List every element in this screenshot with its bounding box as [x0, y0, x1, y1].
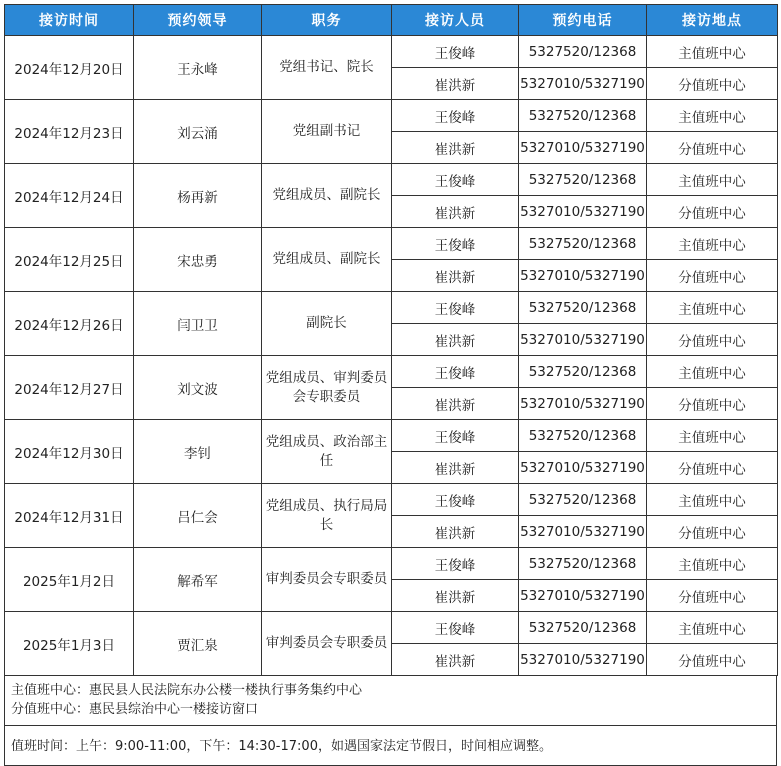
staff-name: 崔洪新: [392, 516, 519, 548]
staff-name: 王俊峰: [392, 612, 519, 644]
leader-duty: 党组成员、审判委员会专职委员: [262, 356, 392, 420]
staff-name: 王俊峰: [392, 356, 519, 388]
branch-center-note: 分值班中心：惠民县综治中心一楼接访窗口: [11, 702, 259, 717]
appointment-phone: 5327520/12368: [519, 292, 647, 324]
appointment-phone: 5327520/12368: [519, 100, 647, 132]
staff-name: 崔洪新: [392, 452, 519, 484]
reception-date: 2025年1月3日: [5, 612, 134, 676]
staff-name: 王俊峰: [392, 164, 519, 196]
reception-place: 主值班中心: [647, 612, 778, 644]
reception-place: 分值班中心: [647, 580, 778, 612]
staff-name: 王俊峰: [392, 228, 519, 260]
header-leader: 预约领导: [134, 5, 262, 36]
leader-name: 贾汇泉: [134, 612, 262, 676]
reception-place: 分值班中心: [647, 644, 778, 676]
header-staff: 接访人员: [392, 5, 519, 36]
leader-name: 王永峰: [134, 36, 262, 100]
reception-place: 分值班中心: [647, 196, 778, 228]
leader-name: 李钊: [134, 420, 262, 484]
appointment-phone: 5327010/5327190: [519, 324, 647, 356]
header-phone: 预约电话: [519, 5, 647, 36]
table-row: [5, 36, 778, 68]
leader-duty: 党组副书记: [262, 100, 392, 164]
table-row: [5, 292, 778, 324]
leader-duty: 党组成员、副院长: [262, 228, 392, 292]
reception-date: 2025年1月2日: [5, 548, 134, 612]
reception-place: 主值班中心: [647, 100, 778, 132]
reception-date: 2024年12月27日: [5, 356, 134, 420]
staff-name: 崔洪新: [392, 260, 519, 292]
reception-date: 2024年12月31日: [5, 484, 134, 548]
reception-date: 2024年12月26日: [5, 292, 134, 356]
leader-duty: 党组成员、执行局局长: [262, 484, 392, 548]
reception-place: 主值班中心: [647, 484, 778, 516]
location-notes: [5, 676, 776, 726]
staff-name: 崔洪新: [392, 68, 519, 100]
appointment-phone: 5327010/5327190: [519, 68, 647, 100]
leader-name: 杨再新: [134, 164, 262, 228]
table-row: [5, 484, 778, 516]
staff-name: 崔洪新: [392, 196, 519, 228]
staff-name: 崔洪新: [392, 644, 519, 676]
leader-duty: 审判委员会专职委员: [262, 548, 392, 612]
appointment-phone: 5327010/5327190: [519, 132, 647, 164]
reception-place: 主值班中心: [647, 228, 778, 260]
reception-place: 分值班中心: [647, 68, 778, 100]
reception-date: 2024年12月24日: [5, 164, 134, 228]
reception-date: 2024年12月20日: [5, 36, 134, 100]
reception-date: 2024年12月23日: [5, 100, 134, 164]
staff-name: 王俊峰: [392, 100, 519, 132]
appointment-phone: 5327010/5327190: [519, 580, 647, 612]
staff-name: 崔洪新: [392, 580, 519, 612]
staff-name: 崔洪新: [392, 388, 519, 420]
appointment-phone: 5327010/5327190: [519, 260, 647, 292]
staff-name: 王俊峰: [392, 548, 519, 580]
reception-place: 主值班中心: [647, 548, 778, 580]
reception-place: 分值班中心: [647, 388, 778, 420]
header-place: 接访地点: [647, 5, 778, 36]
appointment-phone: 5327520/12368: [519, 484, 647, 516]
staff-name: 王俊峰: [392, 36, 519, 68]
staff-name: 王俊峰: [392, 484, 519, 516]
leader-duty: 党组成员、政治部主任: [262, 420, 392, 484]
reception-place: 分值班中心: [647, 324, 778, 356]
reception-schedule-table: [4, 4, 778, 676]
leader-duty: 党组书记、院长: [262, 36, 392, 100]
reception-date: 2024年12月25日: [5, 228, 134, 292]
staff-name: 王俊峰: [392, 292, 519, 324]
table-row: [5, 548, 778, 580]
leader-name: 解希军: [134, 548, 262, 612]
notes-panel: [4, 676, 777, 766]
table-row: [5, 100, 778, 132]
reception-place: 分值班中心: [647, 452, 778, 484]
leader-duty: 审判委员会专职委员: [262, 612, 392, 676]
table-row: [5, 420, 778, 452]
appointment-phone: 5327010/5327190: [519, 452, 647, 484]
table-row: [5, 612, 778, 644]
appointment-phone: 5327010/5327190: [519, 388, 647, 420]
staff-name: 崔洪新: [392, 324, 519, 356]
main-center-note: 主值班中心：惠民县人民法院东办公楼一楼执行事务集约中心: [11, 683, 363, 698]
leader-duty: 副院长: [262, 292, 392, 356]
leader-name: 刘云涌: [134, 100, 262, 164]
appointment-phone: 5327520/12368: [519, 164, 647, 196]
duty-hours-note: 值班时间：上午：9:00-11:00，下午：14:30-17:00，如遇国家法定节假日，时间相应调整。: [11, 739, 552, 754]
appointment-phone: 5327520/12368: [519, 228, 647, 260]
reception-place: 分值班中心: [647, 132, 778, 164]
table-row: [5, 356, 778, 388]
leader-name: 宋忠勇: [134, 228, 262, 292]
reception-place: 主值班中心: [647, 356, 778, 388]
appointment-phone: 5327520/12368: [519, 420, 647, 452]
reception-place: 主值班中心: [647, 36, 778, 68]
leader-name: 刘文波: [134, 356, 262, 420]
appointment-phone: 5327010/5327190: [519, 516, 647, 548]
reception-place: 主值班中心: [647, 420, 778, 452]
table-row: [5, 228, 778, 260]
header-duty: 职务: [262, 5, 392, 36]
staff-name: 崔洪新: [392, 132, 519, 164]
table-body: [5, 36, 778, 676]
reception-place: 主值班中心: [647, 292, 778, 324]
appointment-phone: 5327520/12368: [519, 548, 647, 580]
staff-name: 王俊峰: [392, 420, 519, 452]
reception-date: 2024年12月30日: [5, 420, 134, 484]
appointment-phone: 5327010/5327190: [519, 196, 647, 228]
header-date: 接访时间: [5, 5, 134, 36]
reception-place: 主值班中心: [647, 164, 778, 196]
table-header-row: [5, 5, 778, 36]
appointment-phone: 5327520/12368: [519, 36, 647, 68]
leader-name: 吕仁会: [134, 484, 262, 548]
appointment-phone: 5327010/5327190: [519, 644, 647, 676]
reception-place: 分值班中心: [647, 260, 778, 292]
appointment-phone: 5327520/12368: [519, 356, 647, 388]
leader-name: 闫卫卫: [134, 292, 262, 356]
leader-duty: 党组成员、副院长: [262, 164, 392, 228]
appointment-phone: 5327520/12368: [519, 612, 647, 644]
reception-place: 分值班中心: [647, 516, 778, 548]
table-row: [5, 164, 778, 196]
